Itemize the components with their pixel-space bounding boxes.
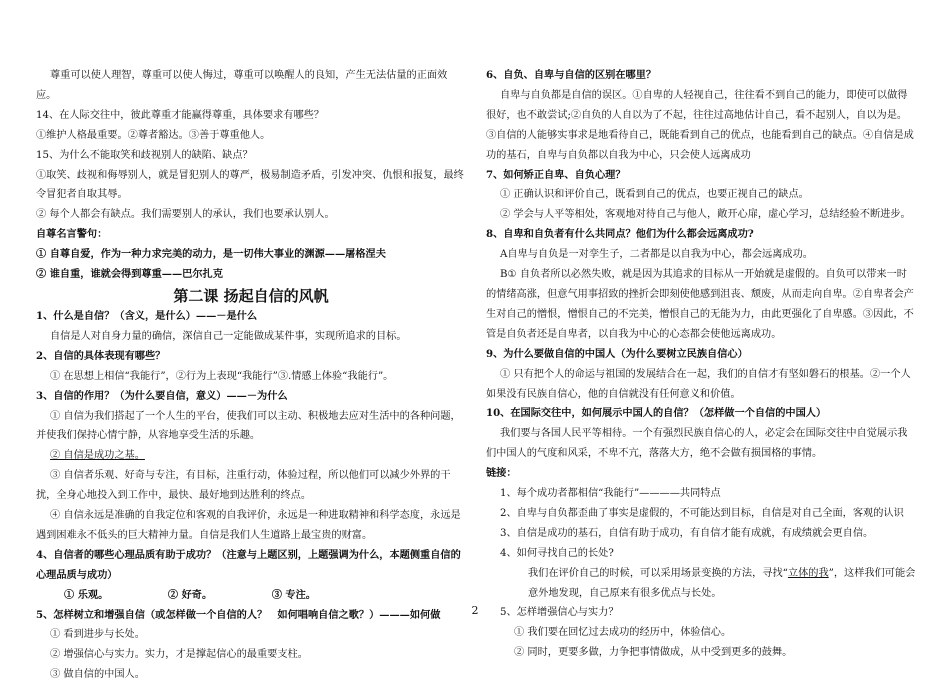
section-3-answer-2 bbox=[36, 446, 466, 466]
quote-1: ① 自尊自爱，作为一种力求完美的动力，是一切伟大事业的渊源——屠格涅夫 bbox=[36, 248, 386, 261]
section-1-answer: 自信是人对自身力量的确信，深信自己一定能做成某件事，实现所追求的目标。 bbox=[50, 330, 407, 342]
link-item-5-answer-2: ② 同时，更要多做，力争把事情做成，从中受到更多的鼓舞。 bbox=[514, 647, 793, 659]
section-6-question: 6、自负、自卑与自信的区别在哪里？ bbox=[486, 69, 657, 81]
link-title: 链接： bbox=[486, 467, 517, 480]
question-14: 14、在人际交往中，彼此尊重才能赢得尊重，具体要求有哪些？ bbox=[36, 109, 325, 121]
lesson-title: 第二课 扬起自信的风帆 bbox=[173, 286, 329, 305]
section-9-answer: ① 只有把个人的命运与祖国的发展结合在一起，我们的自信才有坚如磐石的根基。②一个人如果没有民族自信心，他的自信就没有任何意义和价值。 bbox=[486, 368, 911, 400]
link-item-5-answer-1: ① 我们要在回忆过去成功的经历中，体验信心。 bbox=[514, 627, 732, 639]
section-8-question: 8、自卑和自负者有什么共同点？他们为什么都会远离成功? bbox=[486, 228, 754, 241]
link-4-text-pre: 我们在评价自己的时候，可以采用场景变换的方法，寻找“ bbox=[528, 567, 788, 579]
link-item-1: 1、每个成功者都相信“我能行”————共同特点 bbox=[500, 488, 721, 500]
page-number: 2 bbox=[471, 604, 479, 617]
paragraph-respect-effects: 尊重可以使人理智，尊重可以使人悔过，尊重可以唤醒人的良知，产生无法估量的正面效应。 bbox=[36, 70, 448, 101]
section-4-answers bbox=[36, 586, 466, 606]
section-7-answer-1: ① 正确认识和评价自己，既看到自己的优点，也要正视自己的缺点。 bbox=[500, 189, 809, 201]
section-5-answer-1: ① 看到进步与长处。 bbox=[50, 629, 145, 641]
section-3-answer-2-text: ② 自信是成功之基。 bbox=[50, 450, 145, 462]
section-2-answer: ① 在思想上相信“我能行”，②行为上表现“我能行”③.情感上体验“我能行”。 bbox=[50, 370, 394, 382]
section-3-question: 3、自信的作用？（为什么要自信，意义）——－为什么 bbox=[36, 389, 288, 402]
section-6-answer: 自卑与自负都是自信的误区。①自卑的人轻视自己，往往看不到自己的能力，即使可以做得很好，也不敢尝试;②自负的人自以为了不起，往往过高地估计自己，看不起别人，自以为是。③自信的人能够实事求是地看待自己，既能看到自己的优点，也能看到自己的缺点。④自信是成功的基石，自卑与自负都以自我为中心，只会使人远离成功 bbox=[486, 89, 914, 161]
link-item-4: 4、如何寻找自己的长处? bbox=[500, 547, 614, 559]
section-8-answer-b: B① 自负者所以必然失败，就是因为其追求的目标从一开始就是虚假的。自负可以带来一时的情绪高涨，但意气用事招致的挫折会即刻使他感到沮丧、颓废，从而走向自卑。②自卑者会产生对自己的憎恨，憎恨自己的不完美，憎恨自己的无能为力，由此更强化了自卑感。③因此，不管是自负者还是自卑者，以自我为中心的心态都会使他远离成功。 bbox=[486, 269, 914, 340]
section-7-answer-2: ② 学会与人平等相处，客观地对待自己与他人，敞开心扉，虚心学习，总结经验不断进步。 bbox=[500, 209, 911, 221]
answer-focus: ③ 专注。 bbox=[271, 588, 316, 601]
section-10-question: 10、在国际交往中，如何展示中国人的自信？（怎样做一个自信的中国人） bbox=[486, 407, 827, 420]
right-column bbox=[486, 66, 916, 663]
link-item-5: 5、怎样增强信心与实力？ bbox=[500, 607, 619, 619]
section-3-answer-1: ① 自信为我们搭起了一个人生的平台，使我们可以主动、积极地去应对生活中的各种问题，并使我们保持心情宁静，从容地享受生活的乐趣。 bbox=[36, 410, 461, 442]
section-3-answer-3: ③ 自信者乐观、好奇与专注，有目标，注重行动，体验过程，所以他们可以减少外界的干扰，全身心地投入到工作中，最快、最好地到达胜利的终点。 bbox=[36, 470, 451, 502]
section-5-question: 5、怎样树立和增强自信（或怎样做一个自信的人？ 如何唱响自信之歌？）———如何做 bbox=[36, 608, 441, 621]
section-5-answer-2: ② 增强信心与实力。实力，才是撑起信心的最重要支柱。 bbox=[50, 649, 308, 661]
answer-optimism: ① 乐观。 bbox=[64, 588, 109, 601]
link-item-4-answer bbox=[486, 564, 916, 604]
answer-15-1: ①取笑、歧视和侮辱别人，就是冒犯别人的尊严，极易制造矛盾，引发冲突、仇恨和报复，最终令冒犯者自取其辱。 bbox=[36, 169, 464, 201]
question-15: 15、为什么不能取笑和歧视别人的缺陷、缺点？ bbox=[36, 149, 253, 161]
section-10-answer: 我们要与各国人民平等相待。一个有强烈民族自信心的人，必定会在国际交往中自觉展示我们中国人的气度和风采，不卑不亢，落落大方，绝不会做有损国格的事情。 bbox=[486, 428, 908, 460]
answer-15-2: ② 每个人都会有缺点。我们需要别人的承认，我们也要承认别人。 bbox=[36, 209, 335, 221]
section-1-question: 1、什么是自信？（含义，是什么）——－是什么 bbox=[36, 309, 258, 322]
section-2-question: 2、自信的具体表现有哪些？ bbox=[36, 349, 166, 362]
section-3-answer-4: ④ 自信永远是准确的自我定位和客观的自我评价，永远是一种进取精神和科学态度，永远是遇到困难永不低头的巨大精神力量。自信是我们人生道路上最宝贵的财富。 bbox=[36, 510, 461, 541]
section-9-question: 9、为什么要做自信的中国人（为什么要树立民族自信心） bbox=[486, 347, 748, 360]
left-column bbox=[36, 66, 466, 685]
link-4-text-underlined: 立体的我 bbox=[787, 567, 829, 579]
quotes-title: 自尊名言警句： bbox=[36, 228, 108, 241]
link-item-3: 3、自信是成功的基石，自信有助于成功，有自信才能有成就，有成绩就会更自信。 bbox=[500, 527, 874, 539]
link-item-2: 2、自卑与自负都歪曲了事实是虚假的，不可能达到目标，自信是对自己全面，客观的认识 bbox=[500, 507, 904, 519]
section-5-answer-3: ③ 做自信的中国人。 bbox=[50, 669, 145, 681]
section-8-answer-a: A自卑与自负是一对孪生子，二者都是以自我为中心，都会远离成功。 bbox=[500, 249, 813, 261]
answer-14: ①维护人格最重要。②尊者豁达。③善于尊重他人。 bbox=[36, 129, 271, 141]
quote-2: ② 谁自重，谁就会得到尊重——巴尔扎克 bbox=[36, 268, 223, 281]
answer-curiosity: ② 好奇。 bbox=[167, 588, 213, 601]
link-4-text-post: ”，这样我们可能会意外地发现，自己原来有很多优点与长处。 bbox=[528, 567, 916, 599]
section-7-question: 7、如何矫正自卑、自负心理？ bbox=[486, 168, 626, 181]
section-4-question: 4、自信者的哪些心理品质有助于成功？（注意与上题区别，上题强调为什么，本题侧重自信的心理品质与成功） bbox=[36, 548, 461, 581]
